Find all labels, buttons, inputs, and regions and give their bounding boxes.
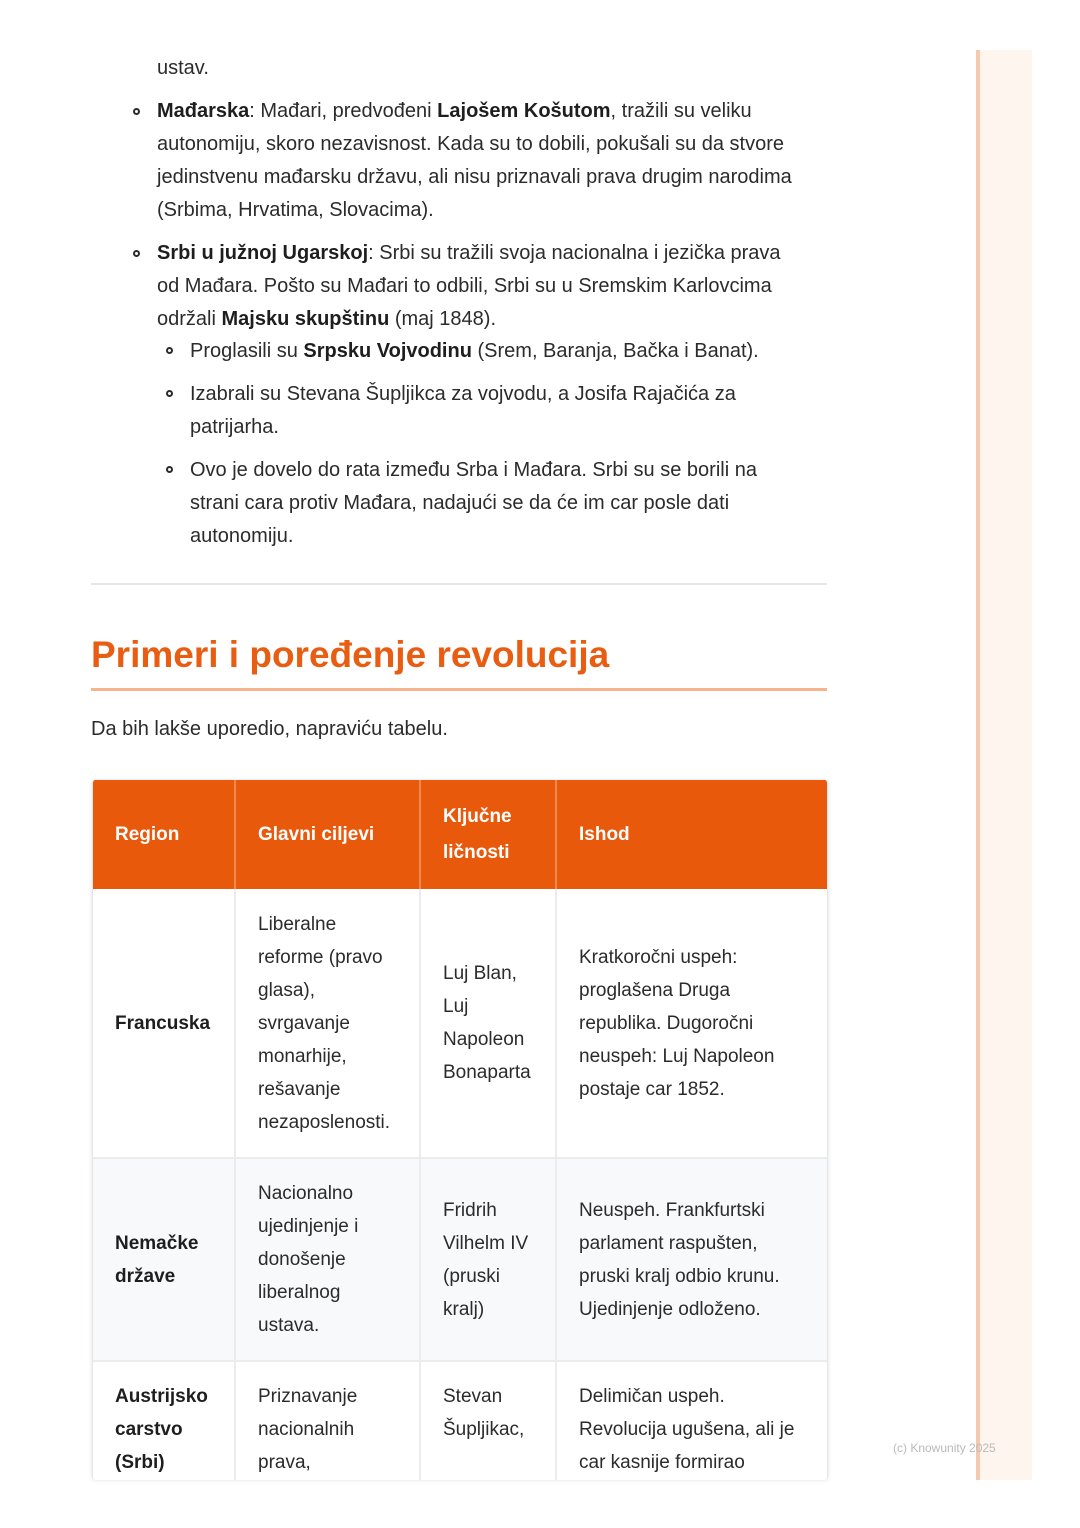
title-underline [91, 688, 827, 691]
cell-line: Austrijsko [115, 1386, 208, 1407]
table-cell-region [93, 1362, 234, 1480]
bullet-hollow [133, 250, 140, 257]
header-text: Ključne [443, 806, 512, 827]
watermark: (c) Knowunity 2025 [893, 1441, 996, 1455]
text: održali [157, 308, 222, 330]
cell-line: države [115, 1265, 176, 1287]
term: Majsku skupštinu [221, 308, 390, 330]
list-text: strani cara protiv Mađara, nadajući se da će im car posle dati [190, 492, 730, 514]
cell-line: parlament raspušten, [579, 1232, 758, 1254]
column-header-licnosti [421, 780, 556, 889]
cell-line: prava, [258, 1452, 311, 1473]
cell-line: Liberalne [258, 913, 337, 935]
cell-line: donošenje [258, 1249, 346, 1270]
cell-line: glasa), [258, 979, 316, 1001]
list-item-srbi [157, 237, 781, 270]
header-text: Glavni ciljevi [258, 824, 375, 845]
table-cell-region [93, 889, 234, 1157]
cell-line: Luj [443, 996, 469, 1017]
cell-line: Nacionalno [258, 1183, 354, 1204]
divider [91, 583, 827, 585]
section-title: Primeri i poređenje revolucija [91, 634, 610, 675]
list-text: ustav. [157, 57, 209, 79]
cell-line: postaje car 1852. [579, 1078, 725, 1100]
header-text: Region [115, 824, 180, 845]
cell-line: (Srbi) [115, 1452, 165, 1473]
header-separator [555, 780, 557, 889]
cell-line: Nemačke [115, 1232, 199, 1254]
list-text: od Mađara. Pošto su Mađari to odbili, Srbi su u Sremskim Karlovcima [157, 275, 772, 297]
term: Srbi u južnoj Ugarskoj [157, 242, 369, 264]
cell-line: monarhije, [258, 1045, 347, 1067]
text: , tražili su veliku [610, 100, 752, 122]
table-cell-ciljevi [236, 889, 419, 1157]
section-intro: Da bih lakše uporedio, napraviću tabelu. [91, 718, 448, 740]
cell-line: Šupljikac, [443, 1419, 525, 1440]
cell-line: rešavanje [258, 1078, 341, 1100]
text: : Mađari, predvođeni [249, 100, 438, 122]
cell-line: Fridrih [443, 1199, 497, 1221]
cell-line: nezaposlenosti. [258, 1111, 391, 1133]
cell-line: Kratkoročni uspeh: [579, 946, 738, 968]
cell-line: Delimičan uspeh. [579, 1386, 725, 1407]
cell-line: ustava. [258, 1315, 320, 1336]
cell-line: Neuspeh. Frankfurtski [579, 1199, 765, 1221]
term: Srpsku Vojvodinu [303, 340, 472, 362]
cell-line: carstvo [115, 1419, 183, 1440]
term: Lajošem Košutom [437, 100, 611, 122]
table-cell-region [93, 1159, 234, 1360]
cell-line: Napoleon [443, 1029, 525, 1050]
table-cell-ciljevi [236, 1159, 419, 1360]
table-cell-ciljevi [236, 1362, 419, 1480]
table-cell-ishod [557, 1362, 827, 1480]
text: (maj 1848). [389, 308, 497, 330]
table-cell-licnosti [421, 889, 555, 1157]
bullet-hollow [166, 390, 173, 397]
cell-line: kralj) [443, 1298, 485, 1320]
table-cell-ishod [557, 889, 827, 1157]
sub-list-item [190, 335, 759, 368]
cell-line: ujedinjenje i [258, 1216, 359, 1237]
cell-line: (pruski [443, 1265, 501, 1287]
list-text: jedinstvenu mađarsku državu, ali nisu priznavali prava drugim narodima [157, 166, 792, 188]
sub-list-item: Izabrali su Stevana Šupljikca za vojvodu, a Josifa Rajačića za [190, 383, 736, 405]
text: : Srbi su tražili svoja nacionalna i jezička prava [368, 242, 781, 264]
text: Proglasili su [190, 340, 304, 362]
bullet-hollow [166, 347, 173, 354]
list-item-madjarska [157, 95, 752, 128]
page-side-line [976, 50, 980, 1480]
cell-line: Revolucija ugušena, ali je [579, 1419, 795, 1440]
cell-line: Ujedinjenje odloženo. [579, 1298, 761, 1320]
page-side-strip [976, 50, 1032, 1480]
cell-line: Priznavanje [258, 1386, 358, 1407]
header-text: Ishod [579, 824, 630, 845]
table-cell-licnosti [421, 1159, 555, 1360]
bullet-hollow [166, 466, 173, 473]
cell-line: pruski kralj odbio krunu. [579, 1265, 780, 1287]
cell-line: Bonaparta [443, 1062, 531, 1083]
cell-line: nacionalnih [258, 1419, 355, 1440]
cell-line: reforme (pravo [258, 946, 383, 968]
list-text: autonomiju, skoro nezavisnost. Kada su to dobili, pokušali su da stvore [157, 133, 785, 155]
header-separator [234, 780, 236, 889]
cell-line: Francuska [115, 1012, 211, 1034]
comparison-table [92, 780, 828, 1480]
header-text: ličnosti [443, 842, 510, 863]
table-cell-licnosti [421, 1362, 555, 1480]
sub-list-item: Ovo je dovelo do rata između Srba i Mađara. Srbi su se borili na [190, 459, 757, 481]
text: (Srem, Baranja, Bačka i Banat). [471, 340, 759, 362]
cell-line: neuspeh: Luj Napoleon [579, 1045, 775, 1067]
cell-line: car kasnije formirao [579, 1452, 745, 1473]
cell-line: republika. Dugoročni [579, 1012, 754, 1034]
cell-line: liberalnog [258, 1282, 341, 1303]
cell-line: proglašena Druga [579, 979, 731, 1001]
header-separator [419, 780, 421, 889]
list-text: patrijarha. [190, 416, 279, 438]
table-cell-ishod [557, 1159, 827, 1360]
list-text: (Srbima, Hrvatima, Slovacima). [157, 199, 434, 221]
cell-line: svrgavanje [258, 1012, 350, 1034]
term: Mađarska [157, 100, 250, 122]
column-header-ishod [557, 780, 827, 889]
list-text: autonomiju. [190, 525, 294, 547]
column-header-ciljevi [236, 780, 420, 889]
cell-line: Stevan [443, 1386, 503, 1407]
cell-line: Vilhelm IV [443, 1232, 529, 1254]
column-header-region [93, 780, 235, 889]
cell-line: Luj Blan, [443, 963, 517, 984]
list-text [157, 303, 496, 336]
bullet-hollow [133, 108, 140, 115]
